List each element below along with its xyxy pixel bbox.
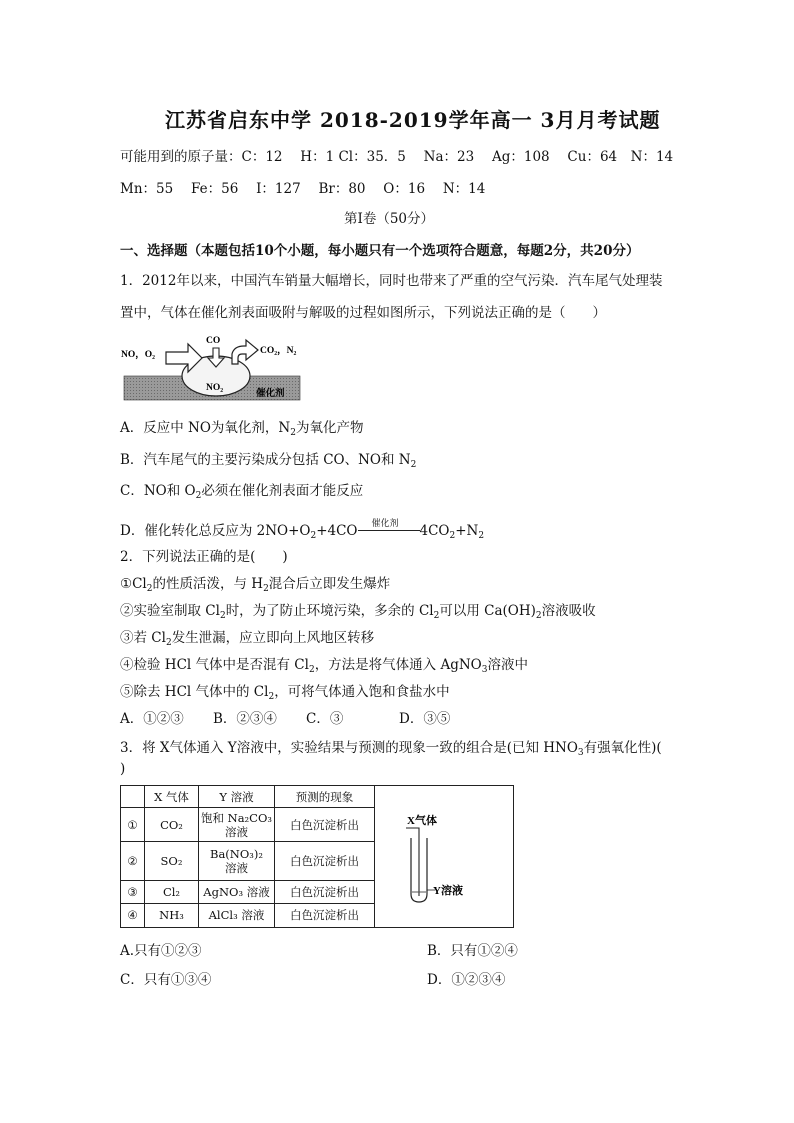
row-observation: 白色沉淀析出 xyxy=(275,903,375,927)
row-solution: AgNO₃ 溶液 xyxy=(199,880,275,903)
section-header: 第Ⅰ卷（50分） xyxy=(344,211,435,227)
gas-delivery-tube xyxy=(406,828,419,896)
inlet-gas-label: NO，O₂ xyxy=(121,350,155,360)
row-gas: SO₂ xyxy=(145,842,199,880)
q2-item-4: ④检验 HCl 气体中是否混有 $Cl_2$，方法是将气体通入 AgNO$_3$溶液中 xyxy=(120,657,528,675)
row-solution: Ba(NO₃)₂ 溶液 xyxy=(199,842,275,880)
q1-option-a: A．反应中 NO为氧化剂，$N_2$为氧化产物 xyxy=(120,420,364,438)
outlet-gas-label: CO₂，N₂ xyxy=(260,346,297,356)
q2-option-d: D．③⑤ xyxy=(399,711,451,727)
q2-option-a: A．①②③ xyxy=(120,711,184,727)
q2-item-2: ②实验室制取 $Cl_2$时，为了防止环境污染，多余的 $Cl_2$可以用 $Ca(OH)_2$溶液吸收 xyxy=(120,603,596,621)
q3-option-a: A.只有①②③ xyxy=(120,943,202,959)
q1-option-c: C．NO和 $O_2$必须在催化剂表面才能反应 xyxy=(120,483,364,501)
y-solution-label: Y溶液 xyxy=(433,885,463,897)
atomic-masses-line-1: 可能用到的原子量：C：12 H：1 Cl：35．5 Na：23 Ag：108 Cu：64 N：14 xyxy=(120,149,674,165)
q2-item-5: ⑤除去 HCl 气体中的 $Cl_2$，可将气体通入饱和食盐水中 xyxy=(120,684,450,702)
q3-option-d: D．①②③④ xyxy=(427,972,506,988)
row-gas: CO₂ xyxy=(145,808,199,842)
exam-title: 江苏省启东中学 2018-2019学年高一 3月月考试题 xyxy=(165,108,661,132)
header-observation: 预测的现象 xyxy=(275,786,375,808)
q2-item-1: $①Cl_2$的性质活泼，与 $H_2$混合后立即发生爆炸 xyxy=(120,576,391,594)
x-gas-label: X气体 xyxy=(407,815,437,827)
q2-option-c: C．③ xyxy=(306,711,344,727)
catalyst-label: 催化剂 xyxy=(256,389,285,399)
header-number xyxy=(121,786,145,808)
header-gas: X 气体 xyxy=(145,786,199,808)
q3-option-c: C．只有①③④ xyxy=(120,972,212,988)
co-label: CO xyxy=(206,336,221,346)
row-gas: Cl₂ xyxy=(145,880,199,903)
q1-option-b: B．汽车尾气的主要污染成分包括 CO、NO和 $N_2$ xyxy=(120,452,417,470)
row-observation: 白色沉淀析出 xyxy=(275,842,375,880)
q2-item-3: ③若 $Cl_2$发生泄漏，应立即向上风地区转移 xyxy=(120,630,375,648)
row-number: ③ xyxy=(121,880,145,903)
q3-option-b: B．只有①②④ xyxy=(427,943,518,959)
reaction-arrow: 催化剂 xyxy=(358,527,420,537)
row-observation: 白色沉淀析出 xyxy=(275,880,375,903)
row-solution: AlCl₃ 溶液 xyxy=(199,903,275,927)
q1-catalyst-figure xyxy=(118,330,308,402)
q1-option-d: D．催化转化总反应为 $2NO+O_2+4CO$ 催化剂 $4CO_2+N_2$ xyxy=(120,518,485,541)
q3-stem-line-2: ) xyxy=(120,761,126,777)
row-observation: 白色沉淀析出 xyxy=(275,808,375,842)
row-solution: 饱和 Na₂CO₃ 溶液 xyxy=(199,808,275,842)
row-number: ① xyxy=(121,808,145,842)
q3-table xyxy=(120,785,514,928)
row-number: ② xyxy=(121,842,145,880)
row-number: ④ xyxy=(121,903,145,927)
part-one-heading: 一、选择题（本题包括10个小题，每小题只有一个选项符合题意，每题2分，共20分） xyxy=(120,243,640,259)
q1-stem-line-2: 置中，气体在催化剂表面吸附与解吸的过程如图所示，下列说法正确的是（ ） xyxy=(120,305,606,321)
apparatus-cell xyxy=(375,786,514,928)
q3-stem-line-1: 3．将 X气体通入 Y溶液中，实验结果与预测的现象一致的组合是(已知 $HNO_3$有强氧化性)( xyxy=(120,740,662,758)
q2-option-b: B．②③④ xyxy=(213,711,277,727)
row-gas: NH₃ xyxy=(145,903,199,927)
outflow-arrow xyxy=(232,340,258,364)
atomic-masses-line-2: Mn：55 Fe：56 I：127 Br：80 O：16 N：14 xyxy=(120,181,486,197)
q2-stem: 2．下列说法正确的是( ) xyxy=(120,549,288,565)
table-header-row xyxy=(121,786,514,808)
q1-stem-line-1: 1．2012年以来，中国汽车销量大幅增长，同时也带来了严重的空气污染．汽车尾气处理装 xyxy=(120,273,663,289)
test-tube-apparatus xyxy=(375,796,483,906)
header-solution: Y 溶液 xyxy=(199,786,275,808)
adsorbed-label: NO₂ xyxy=(206,383,224,393)
